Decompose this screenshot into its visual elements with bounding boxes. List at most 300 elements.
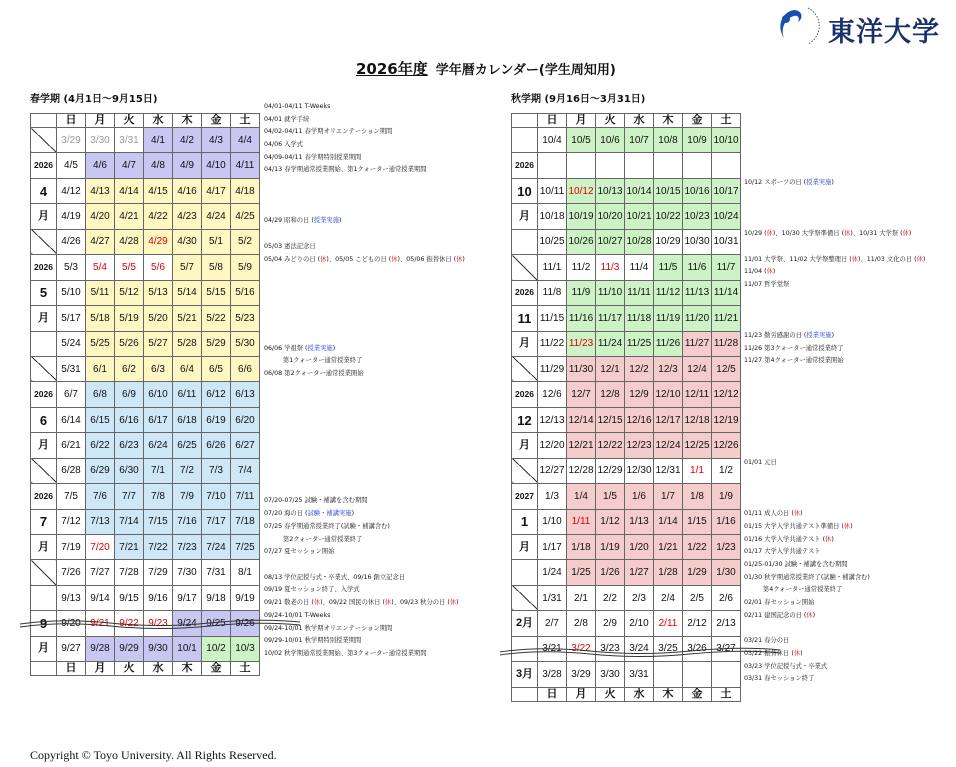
fall-day-cell: 1/4 (567, 484, 596, 509)
spring-event-note: 第1クォーター通常授業終了 (264, 357, 363, 365)
fall-month-divider (512, 356, 538, 381)
spring-event-note: 09/24-10/01 T-Weeks (264, 611, 331, 619)
spring-day-cell: 5/26 (115, 331, 144, 356)
fall-weekday-header-top: 水 (625, 114, 654, 128)
spring-day-cell: 3/29 (57, 128, 86, 153)
fall-row-label: 2026 (512, 153, 538, 178)
spring-event-note: 第2クォーター通常授業終了 (264, 535, 363, 543)
fall-header-corner (512, 114, 538, 128)
spring-event-note: 07/20-07/25 試験・補講を含む期間 (264, 497, 368, 505)
spring-row-label: 月 (31, 636, 57, 661)
fall-event-note: 11/04 (休) (744, 268, 776, 276)
fall-day-cell: 11/9 (567, 280, 596, 305)
fall-week-row (512, 458, 741, 483)
spring-day-cell: 4/2 (173, 128, 202, 153)
fall-day-cell: 1/30 (712, 560, 741, 585)
fall-day-cell: 10/28 (625, 229, 654, 254)
spring-event-note: 07/20 海の日 (試験・補講実施) (264, 510, 355, 517)
fall-day-cell: 10/27 (596, 229, 625, 254)
fall-row-label: 2026 (512, 280, 538, 305)
spring-day-cell: 6/28 (57, 458, 86, 483)
fall-day-cell: 12/4 (683, 356, 712, 381)
spring-day-cell: 6/2 (115, 356, 144, 381)
fall-row-label (512, 128, 538, 153)
fall-weekday-header-top: 日 (538, 114, 567, 128)
fall-day-cell: 10/18 (538, 204, 567, 229)
fall-event-note: 11/27 第4クォーター通常授業開始 (744, 357, 844, 365)
spring-weekday-header-bottom: 水 (144, 662, 173, 676)
fall-day-cell: 1/26 (596, 560, 625, 585)
fall-weekday-header-bottom: 月 (567, 687, 596, 701)
spring-day-cell: 5/16 (231, 280, 260, 305)
spring-day-cell: 4/14 (115, 178, 144, 203)
spring-weekday-header-bottom: 火 (115, 662, 144, 676)
fall-event-note: 03/23 学位記授与式・卒業式 (744, 662, 828, 670)
spring-day-cell: 7/20 (86, 535, 115, 560)
spring-day-cell: 7/12 (57, 509, 86, 534)
spring-day-cell: 6/27 (231, 433, 260, 458)
fall-event-note: 03/31 春セッション終了 (744, 675, 815, 683)
fall-day-cell: 12/24 (654, 433, 683, 458)
fall-empty-cell (567, 153, 596, 178)
fall-day-cell: 3/22 (567, 636, 596, 661)
spring-day-cell: 6/8 (86, 382, 115, 407)
spring-event-note: 07/25 春学期通常授業終了(試験・補講含む) (264, 522, 390, 530)
spring-day-cell: 4/3 (202, 128, 231, 153)
spring-day-cell: 7/4 (231, 458, 260, 483)
fall-week-row (512, 560, 741, 585)
spring-day-cell: 4/8 (144, 153, 173, 178)
fall-empty-cell (654, 662, 683, 687)
spring-weekday-header-bottom: 日 (57, 662, 86, 676)
fall-empty-cell (654, 153, 683, 178)
fall-day-cell: 1/11 (567, 509, 596, 534)
fall-event-note: 10/29 (休)、10/30 大学祭準備日 (休)、10/31 大学祭 (休) (744, 230, 912, 238)
spring-row-label (31, 585, 57, 610)
fall-day-cell: 11/15 (538, 306, 567, 331)
spring-day-cell: 6/24 (144, 433, 173, 458)
fall-week-row (512, 509, 741, 534)
fall-day-cell: 2/8 (567, 611, 596, 636)
spring-day-cell: 5/18 (86, 306, 115, 331)
spring-row-label: 5 (31, 280, 57, 305)
spring-month-divider (31, 356, 57, 381)
fall-day-cell: 1/16 (712, 509, 741, 534)
fall-day-cell: 11/28 (712, 331, 741, 356)
page-title (356, 58, 616, 79)
fall-day-cell: 11/27 (683, 331, 712, 356)
spring-day-cell: 5/22 (202, 306, 231, 331)
fall-day-cell: 2/2 (596, 585, 625, 610)
spring-day-cell: 4/7 (115, 153, 144, 178)
fall-day-cell: 1/7 (654, 484, 683, 509)
fall-day-cell: 2/11 (654, 611, 683, 636)
fall-day-cell: 1/20 (625, 535, 654, 560)
fall-empty-cell (683, 662, 712, 687)
fall-day-cell: 12/26 (712, 433, 741, 458)
spring-week-row (31, 204, 260, 229)
fall-day-cell: 11/19 (654, 306, 683, 331)
fall-day-cell: 11/2 (567, 255, 596, 280)
spring-day-cell: 6/17 (144, 407, 173, 432)
spring-week-row (31, 331, 260, 356)
spring-day-cell: 9/23 (144, 611, 173, 636)
spring-week-row (31, 255, 260, 280)
spring-day-cell: 9/16 (144, 585, 173, 610)
fall-day-cell: 10/31 (712, 229, 741, 254)
spring-event-note: 04/01 就学手続 (264, 115, 310, 123)
spring-week-row (31, 458, 260, 483)
fall-weekday-header-bottom: 木 (654, 687, 683, 701)
spring-day-cell: 4/22 (144, 204, 173, 229)
fall-day-cell: 1/5 (596, 484, 625, 509)
fall-day-cell: 10/10 (712, 128, 741, 153)
spring-header-corner (31, 662, 57, 676)
spring-day-cell: 5/4 (86, 255, 115, 280)
spring-day-cell: 5/28 (173, 331, 202, 356)
fall-event-note: 01/17 大学入学共通テスト (744, 548, 821, 556)
spring-header-corner (31, 114, 57, 128)
spring-row-label: 月 (31, 433, 57, 458)
fall-event-note: 11/01 大学祭、11/02 大学祭整理日 (休)、11/03 文化の日 (休) (744, 255, 926, 263)
spring-day-cell: 9/21 (86, 611, 115, 636)
fall-weekday-header-top: 土 (712, 114, 741, 128)
spring-day-cell: 5/24 (57, 331, 86, 356)
spring-day-cell: 9/18 (202, 585, 231, 610)
spring-day-cell: 3/30 (86, 128, 115, 153)
spring-day-cell: 7/24 (202, 535, 231, 560)
fall-week-row (512, 356, 741, 381)
spring-row-label: 7 (31, 509, 57, 534)
fall-day-cell: 1/15 (683, 509, 712, 534)
fall-empty-cell (683, 153, 712, 178)
fall-day-cell: 12/3 (654, 356, 683, 381)
fall-day-cell: 11/24 (596, 331, 625, 356)
fall-day-cell: 10/21 (625, 204, 654, 229)
fall-day-cell: 1/10 (538, 509, 567, 534)
fall-row-label (512, 560, 538, 585)
fall-empty-cell (625, 153, 654, 178)
spring-day-cell: 9/30 (144, 636, 173, 661)
spring-row-label: 2026 (31, 153, 57, 178)
fall-row-label: 2026 (512, 382, 538, 407)
spring-day-cell: 7/11 (231, 484, 260, 509)
fall-event-note: 10/12 スポーツの日 (授業実施) (744, 179, 834, 187)
spring-weekday-header-top: 水 (144, 114, 173, 128)
fall-day-cell: 12/11 (683, 382, 712, 407)
fall-day-cell: 3/24 (625, 636, 654, 661)
spring-row-label: 月 (31, 535, 57, 560)
fall-day-cell: 2/10 (625, 611, 654, 636)
spring-day-cell: 5/23 (231, 306, 260, 331)
fall-day-cell: 11/12 (654, 280, 683, 305)
spring-week-row (31, 128, 260, 153)
fall-empty-cell (712, 662, 741, 687)
spring-day-cell: 6/20 (231, 407, 260, 432)
spring-day-cell: 5/13 (144, 280, 173, 305)
fall-weekday-header-bottom: 土 (712, 687, 741, 701)
fall-day-cell: 11/7 (712, 255, 741, 280)
fall-day-cell: 1/1 (683, 458, 712, 483)
fall-empty-cell (596, 153, 625, 178)
spring-day-cell: 7/8 (144, 484, 173, 509)
fall-month-divider (512, 458, 538, 483)
spring-weekday-header-bottom: 月 (86, 662, 115, 676)
fall-day-cell: 11/6 (683, 255, 712, 280)
fall-day-cell: 11/16 (567, 306, 596, 331)
spring-day-cell: 7/7 (115, 484, 144, 509)
fall-day-cell: 1/8 (683, 484, 712, 509)
fall-day-cell: 10/9 (683, 128, 712, 153)
spring-day-cell: 7/2 (173, 458, 202, 483)
spring-day-cell: 10/1 (173, 636, 202, 661)
spring-day-cell: 6/22 (86, 433, 115, 458)
spring-day-cell: 5/15 (202, 280, 231, 305)
fall-day-cell: 2/6 (712, 585, 741, 610)
spring-day-cell: 7/21 (115, 535, 144, 560)
fall-event-note: 11/23 勤労感謝の日 (授業実施) (744, 331, 835, 339)
spring-weekday-header-top: 日 (57, 114, 86, 128)
spring-day-cell: 5/8 (202, 255, 231, 280)
spring-day-cell: 4/10 (202, 153, 231, 178)
fall-day-cell: 11/3 (596, 255, 625, 280)
fall-day-cell: 10/4 (538, 128, 567, 153)
spring-day-cell: 4/16 (173, 178, 202, 203)
fall-day-cell: 1/21 (654, 535, 683, 560)
spring-day-cell: 9/25 (202, 611, 231, 636)
spring-week-row (31, 153, 260, 178)
fall-event-note: 01/01 元日 (744, 459, 777, 467)
spring-row-label: 2026 (31, 382, 57, 407)
spring-event-note: 04/01-04/11 T-Weeks (264, 102, 331, 110)
fall-day-cell: 12/29 (596, 458, 625, 483)
spring-event-note: 09/24-10/01 秋学期オリエンテーション期間 (264, 624, 393, 632)
fall-term-label: 秋学期 (9月16日～3月31日) (511, 94, 646, 105)
fall-event-note: 01/30 秋学期通常授業終了(試験・補講含む) (744, 573, 870, 581)
spring-day-cell: 5/12 (115, 280, 144, 305)
fall-day-cell: 10/17 (712, 178, 741, 203)
spring-week-row (31, 178, 260, 203)
spring-day-cell: 6/3 (144, 356, 173, 381)
fall-day-cell: 2/13 (712, 611, 741, 636)
fall-weekday-header-top: 木 (654, 114, 683, 128)
fall-event-note: 02/11 建国記念の日 (休) (744, 611, 816, 619)
spring-day-cell: 4/19 (57, 204, 86, 229)
spring-day-cell: 4/11 (231, 153, 260, 178)
spring-day-cell: 5/2 (231, 229, 260, 254)
spring-day-cell: 7/25 (231, 535, 260, 560)
spring-day-cell: 7/16 (173, 509, 202, 534)
spring-month-divider (31, 128, 57, 153)
fall-day-cell: 11/14 (712, 280, 741, 305)
fall-day-cell: 12/10 (654, 382, 683, 407)
spring-day-cell: 7/6 (86, 484, 115, 509)
fall-event-note: 02/01 春セッション開始 (744, 599, 815, 607)
fall-event-note: 01/11 成人の日 (休) (744, 510, 803, 517)
fall-day-cell: 12/20 (538, 433, 567, 458)
fall-row-label: 10 (512, 178, 538, 203)
spring-day-cell: 6/12 (202, 382, 231, 407)
fall-day-cell: 11/22 (538, 331, 567, 356)
fall-event-note: 第4クォーター通常授業終了 (744, 586, 843, 594)
spring-day-cell: 6/9 (115, 382, 144, 407)
fall-row-label: 11 (512, 306, 538, 331)
spring-day-cell: 6/4 (173, 356, 202, 381)
logo-emblem-icon (772, 4, 824, 48)
fall-day-cell: 12/7 (567, 382, 596, 407)
fall-day-cell: 3/25 (654, 636, 683, 661)
spring-week-row (31, 560, 260, 585)
spring-event-note: 04/06 入学式 (264, 141, 304, 148)
spring-event-note: 09/19 夏セッション終了、入学式 (264, 586, 360, 594)
fall-day-cell: 3/29 (567, 662, 596, 687)
spring-day-cell: 4/30 (173, 229, 202, 254)
fall-week-row (512, 229, 741, 254)
fall-day-cell: 1/28 (654, 560, 683, 585)
fall-day-cell: 2/12 (683, 611, 712, 636)
fall-day-cell: 1/18 (567, 535, 596, 560)
spring-weekday-header-top: 月 (86, 114, 115, 128)
spring-weekday-header-bottom: 土 (231, 662, 260, 676)
spring-day-cell: 4/28 (115, 229, 144, 254)
fall-week-row (512, 280, 741, 305)
spring-event-note: 09/21 敬老の日 (休)、09/22 国民の休日 (休)、09/23 秋分の日 (休) (264, 599, 459, 607)
spring-week-row (31, 280, 260, 305)
spring-day-cell: 9/17 (173, 585, 202, 610)
spring-event-note: 08/13 学位記授与式・卒業式、09/16 創立記念日 (264, 573, 406, 581)
spring-day-cell: 7/10 (202, 484, 231, 509)
fall-day-cell: 12/31 (654, 458, 683, 483)
fall-day-cell: 11/1 (538, 255, 567, 280)
spring-event-note: 06/08 第2クォーター通常授業開始 (264, 370, 364, 377)
fall-week-row (512, 128, 741, 153)
fall-row-label: 月 (512, 433, 538, 458)
fall-day-cell: 1/25 (567, 560, 596, 585)
fall-day-cell: 10/19 (567, 204, 596, 229)
fall-day-cell: 11/26 (654, 331, 683, 356)
spring-day-cell: 9/20 (57, 611, 86, 636)
fall-day-cell: 12/15 (596, 407, 625, 432)
fall-row-label: 2027 (512, 484, 538, 509)
fall-row-label: 2月 (512, 611, 538, 636)
spring-day-cell: 5/27 (144, 331, 173, 356)
spring-day-cell: 9/13 (57, 585, 86, 610)
fall-day-cell: 12/2 (625, 356, 654, 381)
fall-day-cell: 10/23 (683, 204, 712, 229)
title-year: 2026年度 (356, 60, 428, 78)
spring-day-cell: 9/22 (115, 611, 144, 636)
spring-day-cell: 9/27 (57, 636, 86, 661)
spring-month-divider (31, 458, 57, 483)
spring-weekday-header-bottom: 木 (173, 662, 202, 676)
spring-day-cell: 5/11 (86, 280, 115, 305)
spring-week-row (31, 535, 260, 560)
fall-weekday-header-bottom: 火 (596, 687, 625, 701)
fall-period-break (0, 645, 956, 657)
spring-day-cell: 9/15 (115, 585, 144, 610)
spring-day-cell: 5/7 (173, 255, 202, 280)
spring-week-row (31, 509, 260, 534)
fall-day-cell: 11/21 (712, 306, 741, 331)
fall-day-cell: 12/9 (625, 382, 654, 407)
spring-event-note: 09/29-10/01 秋学期特別授業期間 (264, 637, 362, 645)
spring-week-row (31, 382, 260, 407)
fall-event-note: 01/15 大学入学共通テスト準備日 (休) (744, 522, 853, 530)
fall-weekday-header-top: 火 (596, 114, 625, 128)
fall-day-cell: 12/14 (567, 407, 596, 432)
spring-day-cell: 7/14 (115, 509, 144, 534)
spring-row-label: 2026 (31, 255, 57, 280)
spring-week-row (31, 306, 260, 331)
fall-day-cell: 10/26 (567, 229, 596, 254)
fall-day-cell: 10/22 (654, 204, 683, 229)
spring-row-label: 2026 (31, 484, 57, 509)
spring-day-cell: 4/5 (57, 153, 86, 178)
fall-day-cell: 3/28 (538, 662, 567, 687)
spring-day-cell: 7/22 (144, 535, 173, 560)
spring-day-cell: 7/19 (57, 535, 86, 560)
spring-day-cell: 6/10 (144, 382, 173, 407)
spring-day-cell: 6/5 (202, 356, 231, 381)
fall-month-divider (512, 255, 538, 280)
fall-day-cell: 12/16 (625, 407, 654, 432)
spring-week-row (31, 356, 260, 381)
spring-day-cell: 6/11 (173, 382, 202, 407)
fall-week-row (512, 433, 741, 458)
fall-day-cell: 1/12 (596, 509, 625, 534)
fall-day-cell: 11/17 (596, 306, 625, 331)
spring-term-label: 春学期 (4月1日～9月15日) (30, 94, 158, 105)
fall-weekday-header-top: 月 (567, 114, 596, 128)
fall-day-cell: 3/26 (683, 636, 712, 661)
spring-day-cell: 7/27 (86, 560, 115, 585)
fall-day-cell: 12/21 (567, 433, 596, 458)
spring-day-cell: 5/21 (173, 306, 202, 331)
fall-day-cell: 11/20 (683, 306, 712, 331)
fall-weekday-header-bottom: 日 (538, 687, 567, 701)
spring-day-cell: 6/13 (231, 382, 260, 407)
fall-day-cell: 2/1 (567, 585, 596, 610)
fall-day-cell: 1/14 (654, 509, 683, 534)
fall-day-cell: 1/24 (538, 560, 567, 585)
spring-week-row (31, 433, 260, 458)
spring-day-cell: 7/1 (144, 458, 173, 483)
spring-day-cell: 5/5 (115, 255, 144, 280)
spring-day-cell: 6/25 (173, 433, 202, 458)
fall-day-cell: 12/8 (596, 382, 625, 407)
spring-month-divider (31, 560, 57, 585)
fall-day-cell: 1/6 (625, 484, 654, 509)
fall-day-cell: 3/31 (625, 662, 654, 687)
spring-row-label: 4 (31, 178, 57, 203)
fall-day-cell: 2/9 (596, 611, 625, 636)
spring-row-label (31, 331, 57, 356)
spring-day-cell: 6/30 (115, 458, 144, 483)
fall-day-cell: 1/23 (712, 535, 741, 560)
spring-day-cell: 4/9 (173, 153, 202, 178)
spring-day-cell: 4/13 (86, 178, 115, 203)
copyright-notice: Copyright © Toyo University. All Rights Reserved. (30, 748, 277, 762)
spring-day-cell: 5/30 (231, 331, 260, 356)
fall-day-cell: 10/30 (683, 229, 712, 254)
fall-day-cell: 10/6 (596, 128, 625, 153)
spring-calendar-table (30, 113, 260, 676)
fall-week-row (512, 585, 741, 610)
fall-empty-cell (712, 153, 741, 178)
fall-week-row (512, 178, 741, 203)
fall-day-cell: 12/23 (625, 433, 654, 458)
fall-event-note: 03/21 春分の日 (744, 637, 790, 645)
